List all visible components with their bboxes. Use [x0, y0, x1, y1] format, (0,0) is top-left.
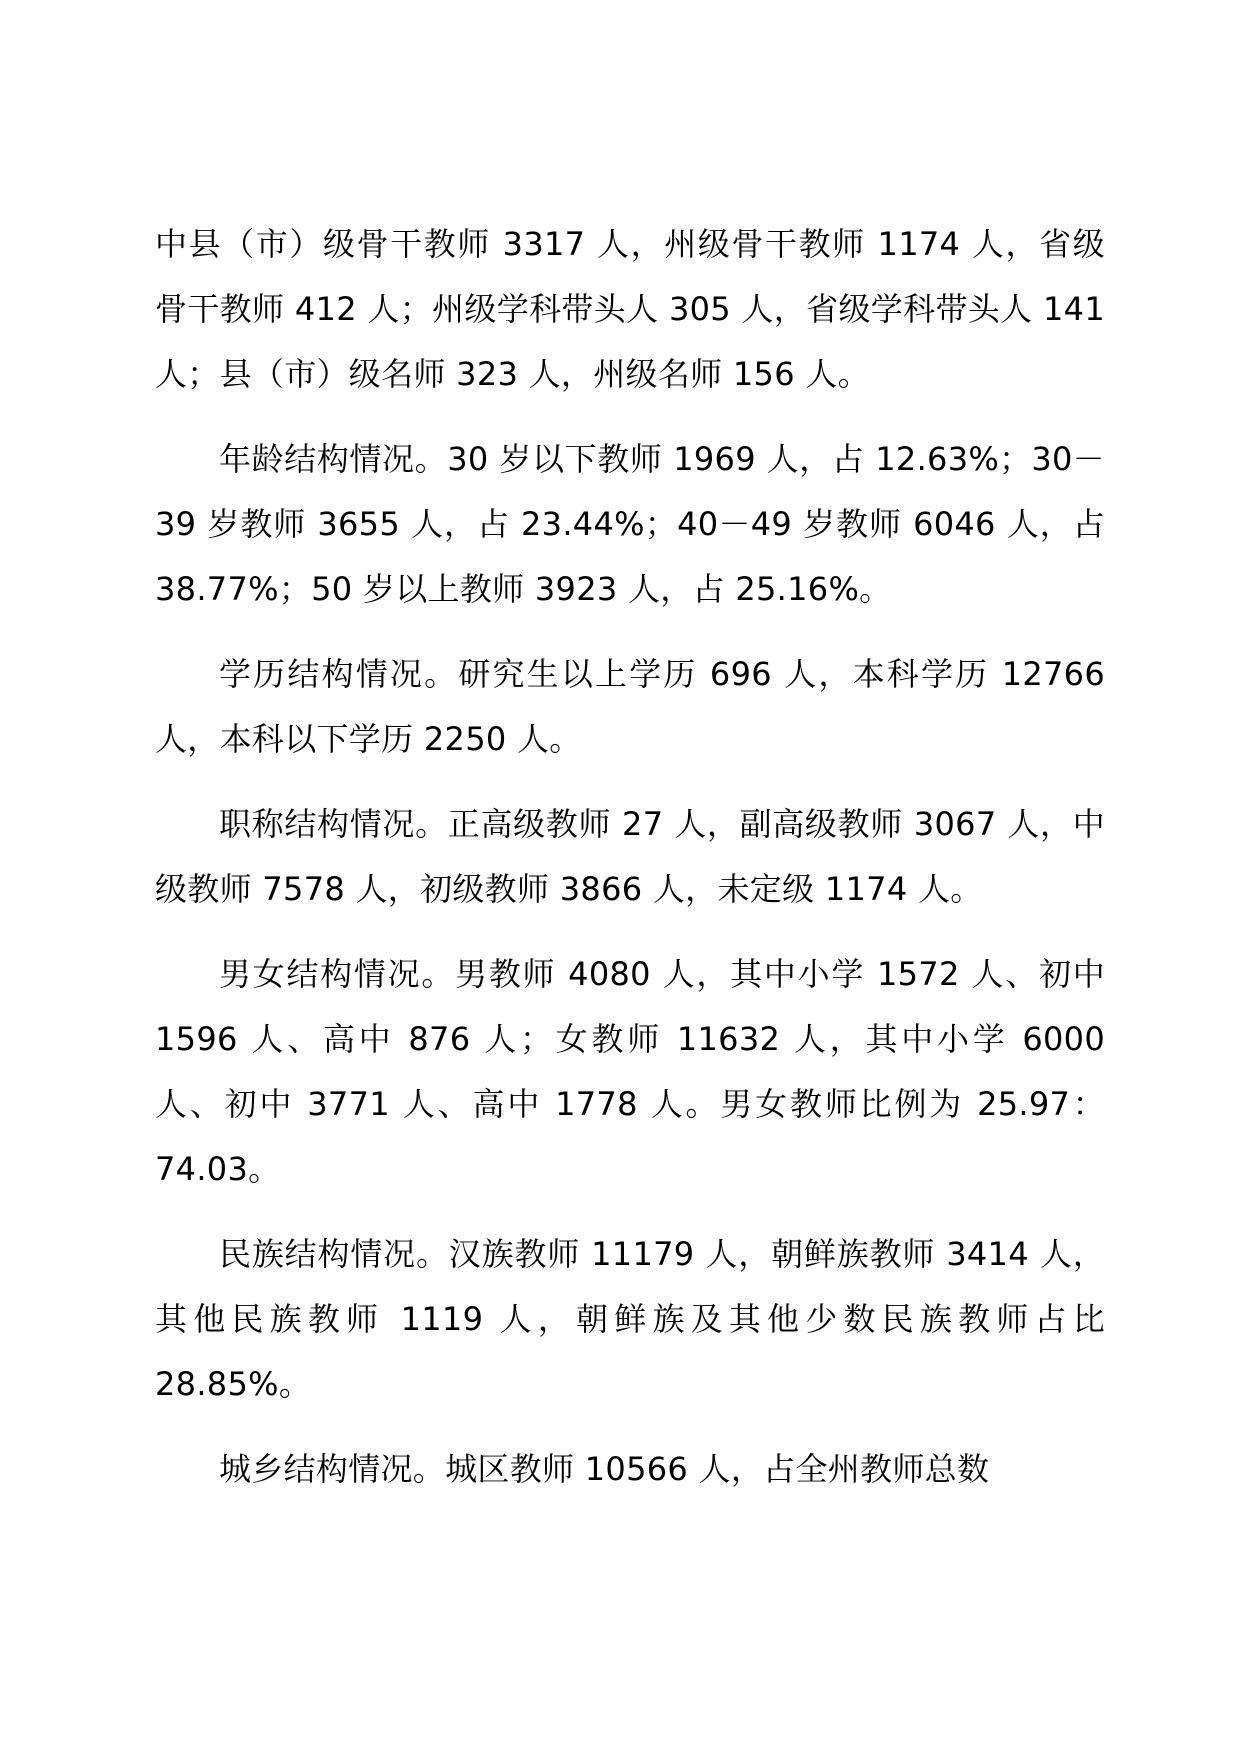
paragraph-gender-structure: 男女结构情况。男教师 4080 人，其中小学 1572 人、初中 1596 人、高中 876 人；女教师 11632 人，其中小学 6000 人、初中 3771 人、高中 1778 人。男女教师比例为 25.97：74.03。 [155, 955, 1105, 1188]
paragraph-education-structure: 学历结构情况。研究生以上学历 696 人，本科学历 12766 人，本科以下学历 2250 人。 [155, 655, 1105, 758]
paragraph-ethnic-structure: 民族结构情况。汉族教师 11179 人，朝鲜族教师 3414 人，其他民族教师 1119 人，朝鲜族及其他少数民族教师占比 28.85%。 [155, 1235, 1105, 1403]
document-body [155, 212, 1105, 1522]
paragraph-backbone-teachers: 中县（市）级骨干教师 3317 人，州级骨干教师 1174 人，省级骨干教师 412 人；州级学科带头人 305 人，省级学科带头人 141 人；县（市）级名师 323 人，州级名师 156 人。 [155, 225, 1105, 393]
paragraph-age-structure: 年龄结构情况。30 岁以下教师 1969 人，占 12.63%；30－39 岁教师 3655 人，占 23.44%；40－49 岁教师 6046 人，占 38.77%；50 岁以上教师 3923 人，占 25.16%。 [155, 440, 1105, 608]
paragraph-urban-rural-structure: 城乡结构情况。城区教师 10566 人，占全州教师总数 [219, 1450, 990, 1488]
paragraph-title-structure: 职称结构情况。正高级教师 27 人，副高级教师 3067 人，中级教师 7578 人，初级教师 3866 人，未定级 1174 人。 [155, 805, 1105, 908]
